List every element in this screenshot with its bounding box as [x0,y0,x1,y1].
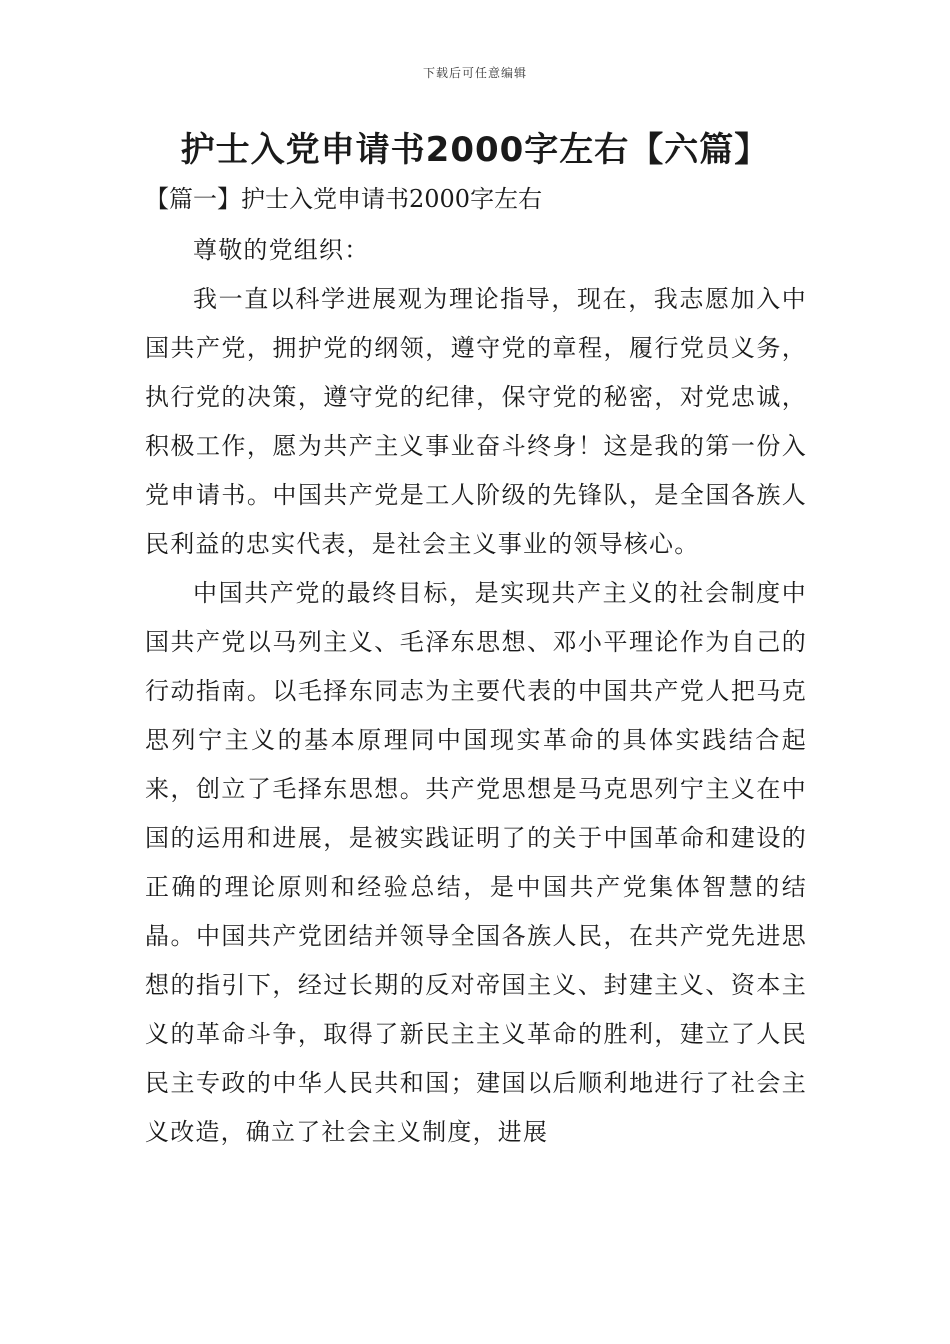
section-heading: 【篇一】护士入党申请书2000字左右 [145,185,543,213]
document-title: 护士入党申请书2000字左右【六篇】 [180,130,770,170]
body-paragraph: 我一直以科学进展观为理论指导，现在，我志愿加入中国共产党，拥护党的纲领，遵守党的章程，履行党员义务，执行党的决策，遵守党的纪律，保守党的秘密，对党忠诚，积极工作，愿为共产主义事业奋斗终身！这是我的第一份入党申请书。中国共产党是工人阶级的先锋队，是全国各族人民利益的忠实代表，是社会主义事业的领导核心。 [145,285,807,558]
salutation: 尊敬的党组织： [193,236,370,264]
body-paragraph: 中国共产党的最终目标，是实现共产主义的社会制度中国共产党以马列主义、毛泽东思想、邓小平理论作为自己的行动指南。以毛择东同志为主要代表的中国共产党人把马克思列宁主义的基本原理同中国现实革命的具体实践结合起来，创立了毛择东思想。共产党思想是马克思列宁主义在中国的运用和进展，是被实践证明了的关于中国革命和建设的正确的理论原则和经验总结，是中国共产党集体智慧的结晶。中国共产党团结并领导全国各族人民，在共产党先进思想的指引下，经过长期的反对帝国主义、封建主义、资本主义的革命斗争，取得了新民主主义革命的胜利，建立了人民民主专政的中华人民共和国；建国以后顺利地进行了社会主义改造，确立了社会主义制度，进展 [145,579,807,1146]
header-note: 下载后可任意编辑 [422,66,527,80]
document-body [145,226,807,1157]
